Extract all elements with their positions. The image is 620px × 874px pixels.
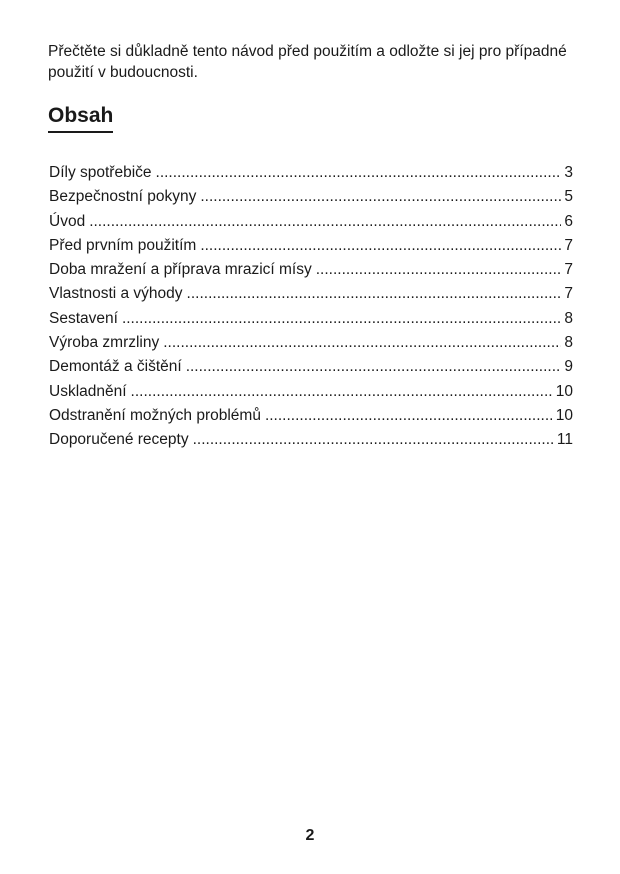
toc-item [49, 357, 573, 381]
toc-item [49, 430, 573, 454]
table-of-contents [49, 163, 573, 455]
intro-paragraph: Přečtěte si důkladně tento návod před použitím a odložte si jej pro případné použití v budoucnosti. [48, 43, 567, 81]
toc-item-page: 8 [564, 309, 573, 327]
toc-item [49, 309, 573, 333]
toc-dot-leader [156, 163, 562, 183]
toc-item-title: Úvod [49, 212, 86, 230]
toc-dot-leader [163, 333, 561, 353]
toc-item [49, 236, 573, 260]
contents-heading: Obsah [48, 104, 113, 133]
toc-dot-leader [200, 187, 561, 207]
toc-item-page: 11 [556, 431, 573, 449]
toc-item [49, 187, 573, 211]
toc-item-title: Sestavení [49, 309, 118, 327]
toc-item-page: 10 [555, 406, 573, 424]
toc-item [49, 382, 573, 406]
toc-dot-leader [131, 382, 553, 402]
toc-item-title: Odstranění možných problémů [49, 406, 261, 424]
toc-item [49, 284, 573, 308]
toc-dot-leader [265, 406, 553, 426]
toc-item-title: Doba mražení a příprava mrazicí mísy [49, 261, 312, 279]
toc-item [49, 406, 573, 430]
toc-item-page: 7 [564, 285, 573, 303]
toc-item-title: Uskladnění [49, 382, 127, 400]
toc-dot-leader [193, 430, 554, 450]
toc-item-page: 7 [564, 261, 573, 279]
toc-item-page: 10 [555, 382, 573, 400]
toc-item-title: Demontáž a čištění [49, 358, 182, 376]
toc-item [49, 212, 573, 236]
toc-item-page: 6 [564, 212, 573, 230]
toc-item-page: 3 [564, 164, 573, 181]
toc-item-title: Vlastnosti a výhody [49, 285, 183, 303]
toc-dot-leader [122, 309, 561, 329]
toc-item-title: Díly spotřebiče [49, 164, 152, 181]
toc-dot-leader [89, 212, 561, 232]
toc-item-title: Před prvním použitím [49, 236, 197, 254]
toc-item-page: 9 [564, 358, 573, 376]
page-number: 2 [305, 827, 315, 844]
toc-item-page: 7 [564, 236, 573, 254]
toc-item-page: 5 [564, 188, 573, 206]
toc-item-title: Bezpečnostní pokyny [49, 188, 197, 206]
toc-dot-leader [316, 260, 562, 280]
toc-item-page: 8 [564, 334, 573, 352]
toc-item [49, 333, 573, 357]
toc-item [49, 163, 573, 187]
toc-dot-leader [200, 236, 561, 256]
toc-item-title: Doporučené recepty [49, 431, 189, 449]
toc-item [49, 260, 573, 284]
toc-dot-leader [187, 284, 562, 304]
toc-dot-leader [186, 357, 562, 377]
toc-item-title: Výroba zmrzliny [49, 334, 160, 352]
